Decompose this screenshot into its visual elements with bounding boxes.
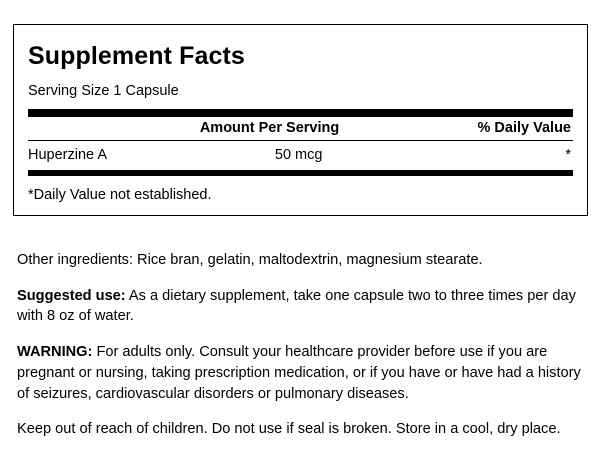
panel-title: Supplement Facts [28,42,245,70]
warning-paragraph [17,342,587,404]
warning-label: WARNING: [17,344,93,361]
nutrient-amount: 50 mcg [274,147,323,164]
header-amount-per-serving: Amount Per Serving [199,119,340,136]
column-header-row [28,117,573,140]
supplement-facts-panel [13,24,588,216]
label-body-text [17,250,587,440]
table-row [28,141,573,170]
other-ingredients-paragraph: Other ingredients: Rice bran, gelatin, maltodextrin, magnesium stearate. [17,252,483,268]
header-daily-value: % Daily Value [477,119,571,136]
suggested-use-paragraph [17,286,587,327]
warning-text: For adults only. Consult your healthcare provider before use if you are pregnant or nursing, taking prescription medication, or if you have or have had a history of seizures, cardiovascular disorders or pulmonary diseases. [17,344,581,402]
nutrient-name: Huperzine A [28,147,107,164]
suggested-use-text: As a dietary supplement, take one capsule two to three times per day with 8 oz of water. [17,287,576,325]
serving-size-text: Serving Size 1 Capsule [28,82,179,99]
keep-out-of-reach-paragraph: Keep out of reach of children. Do not use if seal is broken. Store in a cool, dry place. [17,421,561,438]
divider-thick-top [28,109,573,117]
suggested-use-label: Suggested use: [17,287,126,304]
daily-value-footnote: *Daily Value not established. [28,187,212,204]
nutrient-daily-value: * [565,147,571,164]
